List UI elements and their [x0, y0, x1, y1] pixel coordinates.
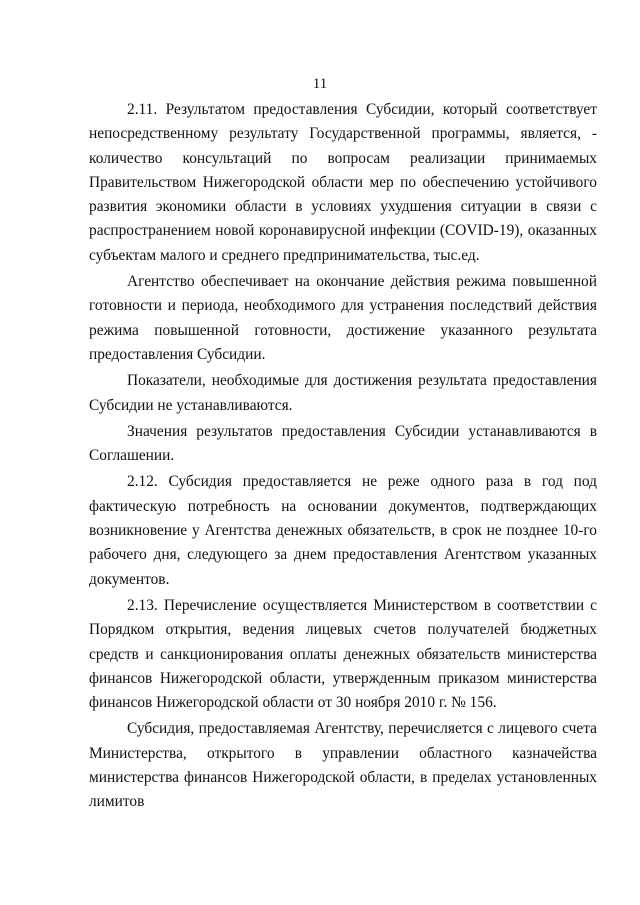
paragraph-indicators: Показатели, необходимые для достижения результата предоставления Субсидии не устанавливаются. — [89, 372, 597, 414]
paragraph-2-11: 2.11. Результатом предоставления Субсидии, который соответствует непосредственному результату Государственной программы, является, - количество консультаций по вопросам реализации принимаемых Правительством Нижегородской области мер по обеспечению устойчивого развития экономики области в условиях ухудшения ситуации в связи с распространением новой коронавирусной инфекции (COVID-19), оказанных субъектам малого и среднего предпринимательства, тыс.ед. — [89, 101, 597, 264]
paragraph-subsidy-transfer: Субсидия, предоставляемая Агентству, перечисляется с лицевого счета Министерства, открытого в управлении областного казначейства министерства финансов Нижегородской области, в пределах установленных лимитов — [89, 720, 597, 811]
document-body — [89, 98, 597, 817]
paragraph-2-12: 2.12. Субсидия предоставляется не реже одного раза в год под фактическую потребность на основании документов, подтверждающих возникновение у Агентства денежных обязательств, в срок не позднее 10-го рабочего дня, следующего за днем предоставления Агентством указанных документов. — [89, 473, 597, 588]
paragraph-2-13: 2.13. Перечисление осуществляется Министерством в соответствии с Порядком открытия, ведения лицевых счетов получателей бюджетных средств и санкционирования оплаты денежных обязательств министерства финансов Нижегородской области, утвержденным приказом министерства финансов Нижегородской области от 30 ноября 2010 г. № 156. — [89, 596, 597, 712]
paragraph-agency-result: Агентство обеспечивает на окончание действия режима повышенной готовности и периода, необходимого для устранения последствий действия режима повышенной готовности, достижение указанного результата предоставления Субсидии. — [89, 273, 597, 363]
paragraph-result-values: Значения результатов предоставления Субсидии устанавливаются в Соглашении. — [89, 422, 597, 465]
page-number: 11 — [312, 76, 328, 92]
